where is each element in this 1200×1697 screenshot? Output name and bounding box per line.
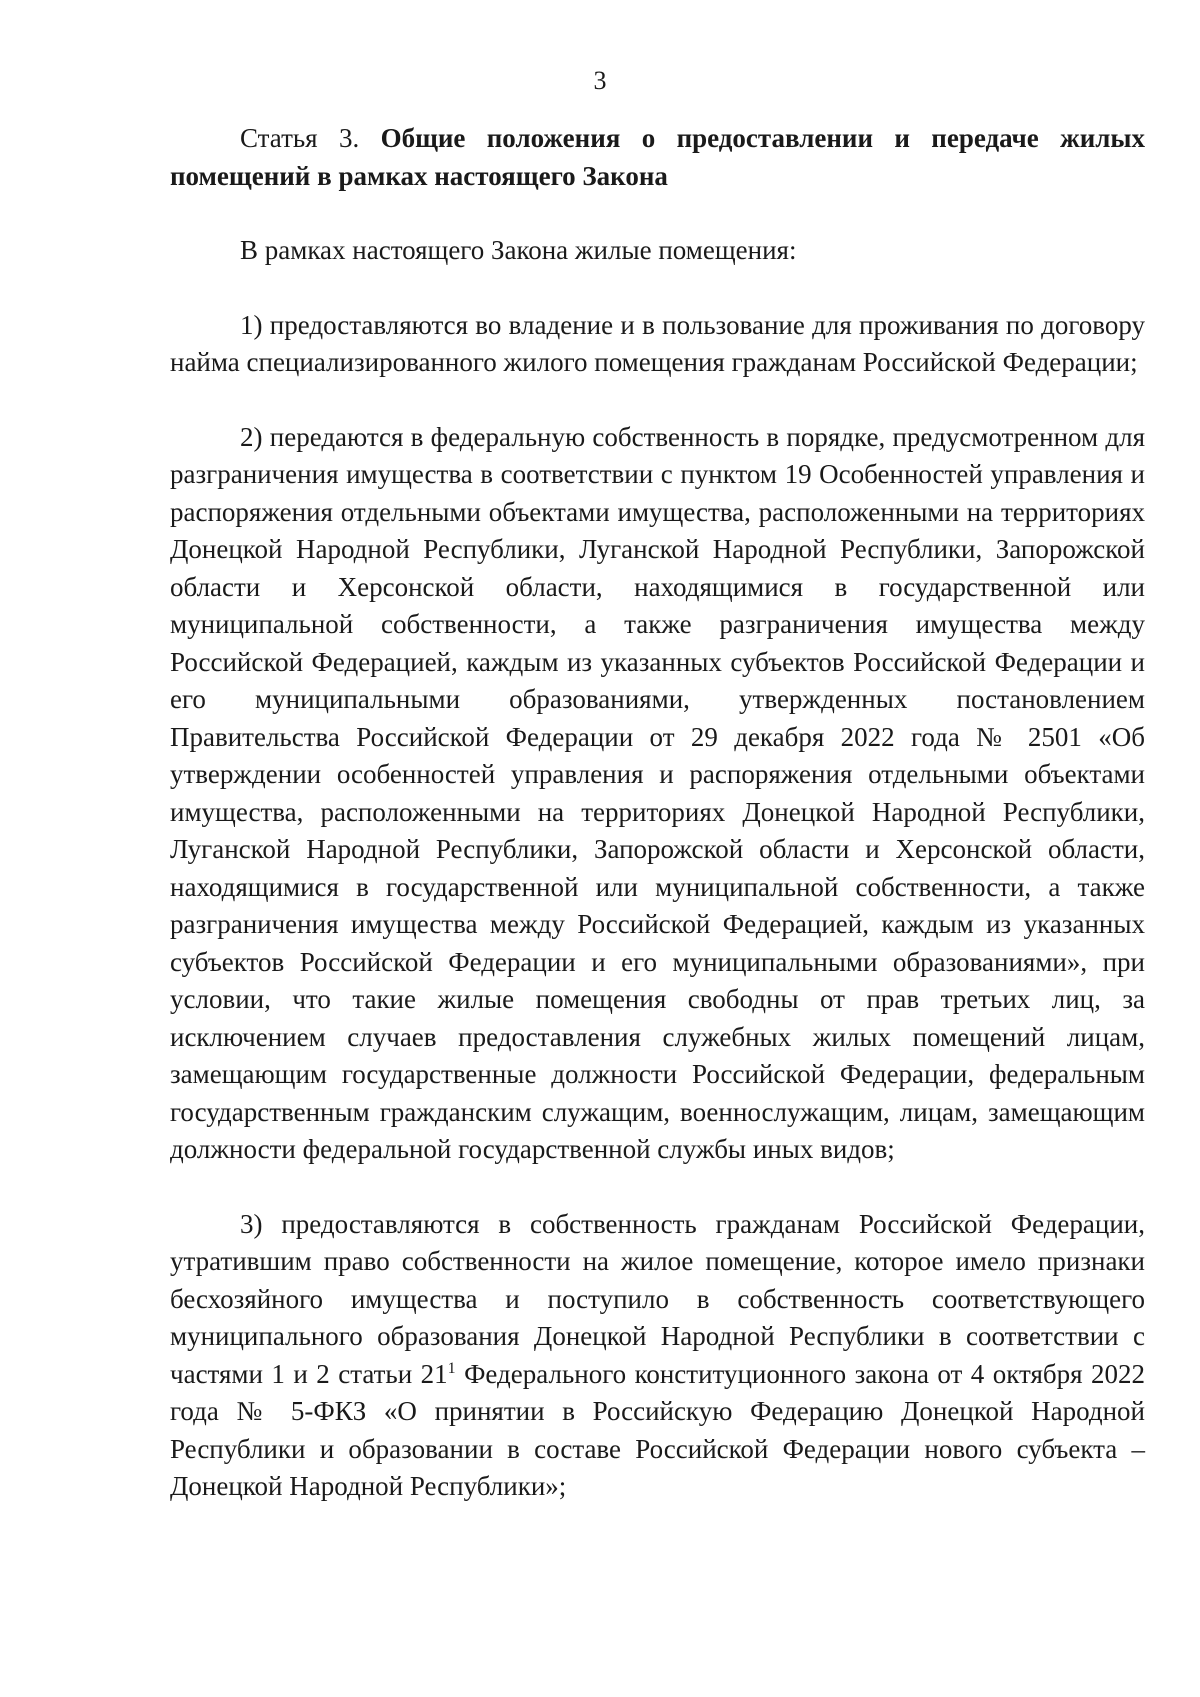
list-item-1: 1) предоставляются во владение и в пользование для проживания по договору найма специализированного жилого помещения гражданам Российской Федерации; (170, 309, 1145, 377)
list-item-2: 2) передаются в федеральную собственность в порядке, предусмотренном для разграничения имущества в соответствии с пунктом 19 Особенностей управления и распоряжения отдельными объектами имущества, расположенными на территориях Донецкой Народной Республики, Луганской Народной Республики, Запорожской области и Херсонской области, находящимися в государственной или муниципальной собственности, а также разграничения имущества между Российской Федерацией, каждым из указанных субъектов Российской Федерации и его муниципальными образованиями, утвержденных постановлением Правительства Российской Федерации от 29 декабря 2022 года № 2501 «Об утверждении особенностей управления и распоряжения отдельными объектами имущества, расположенными на территориях Донецкой Народной Республики, Луганской Народной Республики, Запорожской области и Херсонской области, находящимися в государственной или муниципальной собственности, а также разграничения имущества между Российской Федерацией, каждым из указанных субъектов Российской Федерации и его муниципальными образованиями», при условии, что такие жилые помещения свободны от прав третьих лиц, за исключением случаев предоставления служебных жилых помещений лицам, замещающим государственные должности Российской Федерации, федеральным государственным гражданским служащим, военнослужащим, лицам, замещающим должности федеральной государственной службы иных видов; (170, 421, 1145, 1164)
document-body (170, 120, 1145, 1506)
intro-paragraph: В рамках настоящего Закона жилые помещения: (240, 235, 797, 265)
article-superscript: 1 (447, 1359, 456, 1377)
page-number: 3 (593, 66, 607, 95)
list-item-3 (170, 1206, 1145, 1506)
article-label: Статья 3. (240, 123, 381, 153)
article-title: Общие положения о предоставлении и передаче жилых помещений в рамках настоящего Закона (170, 123, 1145, 191)
article-heading (170, 120, 1145, 195)
list-item-3-text-start: 3) предоставляются в собственность гражданам Российской Федерации, утратившим право собственности на жилое помещение, которое имело признаки бесхозяйного имущества и поступило в собственность соответствующего муниципального образования Донецкой Народной Республики в соответствии с частями 1 и 2 статьи 21 (170, 1208, 1145, 1389)
list-item-3-text-end: Федерального конституционного закона от 4 октября 2022 года № 5-ФКЗ «О принятии в Российскую Федерацию Донецкой Народной Республики и образовании в составе Российской Федерации нового субъекта – Донецкой Народной Республики»; (170, 1358, 1145, 1501)
